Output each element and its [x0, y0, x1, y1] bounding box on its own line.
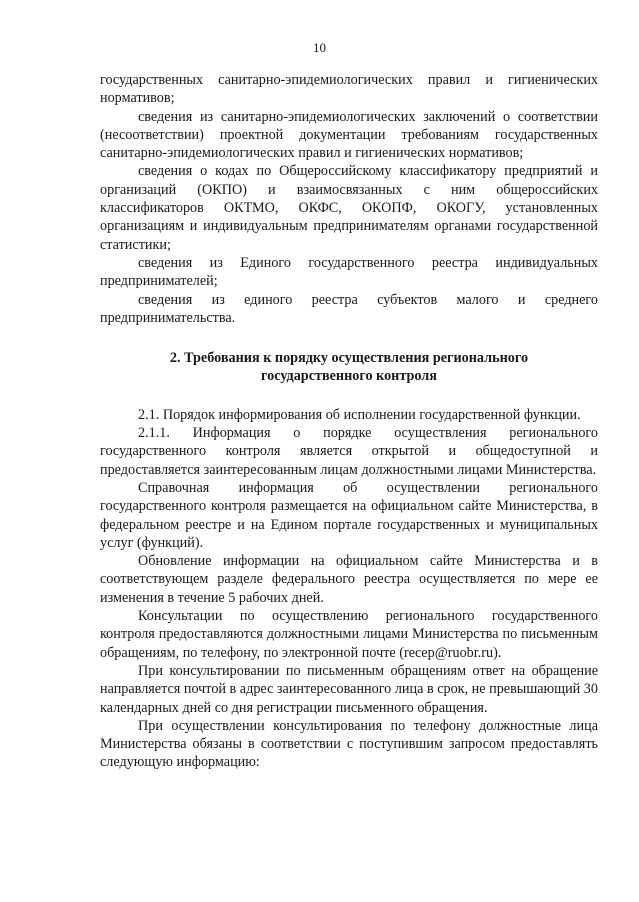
paragraph: 2.1. Порядок информирования об исполнении государственной функции. — [138, 406, 581, 423]
paragraph: Консультации по осуществлению регионального государственного контроля предоставляются должностными лицами Министерства по письменным обращениям, по телефону, по электронной почте (recep@ruobr.ru). — [100, 608, 598, 661]
paragraph: сведения из Единого государственного реестра индивидуальных предпринимателей; — [100, 254, 598, 290]
paragraph: сведения о кодах по Общероссийскому классификатору предприятий и организаций (ОКПО) и взаимосвязанных с ним общероссийских классификаторов ОКТМО, ОКФС, ОКОПФ, ОКОГУ, установленных организациям и индивидуальным предпринимателям органами государственной статистики; — [100, 163, 598, 253]
page-number: 10 — [313, 40, 326, 55]
section-heading-line: 2. Требования к порядку осуществления регионального — [169, 350, 529, 367]
paragraph: сведения из санитарно-эпидемиологических заключений о соответствии (несоответствии) проектной документации требованиям государственных санитарно-эпидемиологических правил и гигиенических нормативов; — [100, 108, 598, 162]
paragraph: сведения из единого реестра субъектов малого и среднего предпринимательства. — [100, 291, 598, 326]
section-heading — [100, 349, 598, 386]
paragraph: 2.1.1. Информация о порядке осуществления регионального государственного контроля является открытой и общедоступной и предоставляется заинтересованным лицам должностными лицами Министерства. — [100, 425, 598, 478]
paragraph: Справочная информация об осуществлении регионального государственного контроля размещается на официальном сайте Министерства, в федеральном реестре и на Едином портале государственных и муниципальных услуг (функций). — [100, 479, 598, 551]
paragraph: государственных санитарно-эпидемиологических правил и гигиенических нормативов; — [100, 72, 598, 107]
paragraph: Обновление информации на официальном сайте Министерства и в соответствующем разделе федерального реестра осуществляется по мере ее изменения в течение 5 рабочих дней. — [100, 553, 598, 606]
paragraph: При осуществлении консультирования по телефону должностные лица Министерства обязаны в соответствии с поступившим запросом предоставлять следующую информацию: — [100, 717, 598, 771]
paragraph: При консультировании по письменным обращениям ответ на обращение направляется почтой в адрес заинтересованного лица в срок, не превышающий 30 календарных дней со дня регистрации письменного обращения. — [100, 662, 598, 716]
section-heading-line: государственного контроля — [261, 368, 437, 385]
document-body — [100, 71, 598, 772]
